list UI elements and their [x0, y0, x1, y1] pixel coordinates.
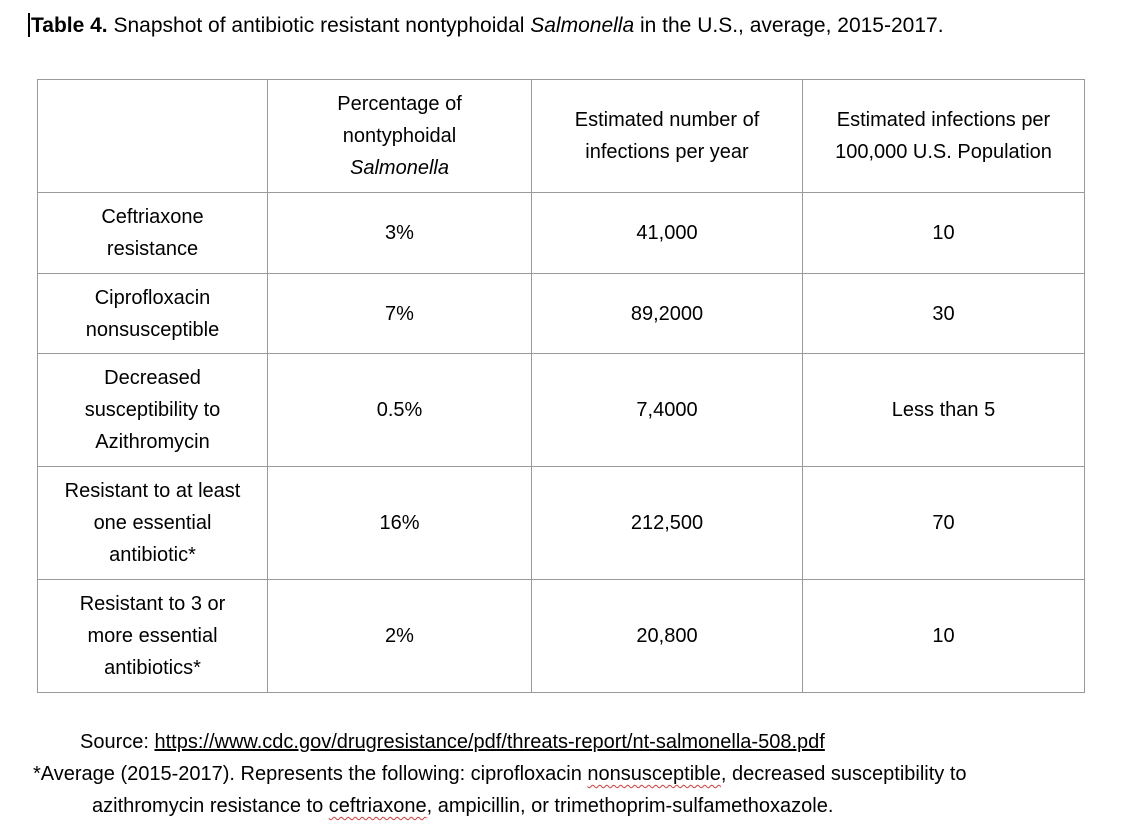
table-row	[38, 193, 1085, 274]
per-100k-cell: 10	[803, 580, 1085, 693]
row-label-text: susceptibility to	[84, 399, 221, 421]
row-label-text: one essential	[93, 512, 212, 534]
percentage-cell: 16%	[268, 467, 532, 580]
row-label-cell	[38, 467, 268, 580]
infections-per-year-cell: 41,000	[532, 193, 803, 274]
source-line	[80, 726, 825, 758]
row-label-text: Azithromycin	[95, 431, 210, 453]
source-label: Source:	[80, 731, 155, 753]
infections-per-year-cell: 7,4000	[532, 354, 803, 467]
header-text: infections per year	[585, 141, 749, 163]
row-label-text: nonsusceptible	[85, 318, 220, 341]
percentage-cell: 2%	[268, 580, 532, 693]
header-cell-percentage	[268, 80, 532, 193]
infections-per-year-cell: 20,800	[532, 580, 803, 693]
table-row	[38, 580, 1085, 693]
row-label-text: antibiotics*	[104, 657, 201, 679]
header-cell-empty	[38, 80, 268, 193]
footnote-text: , decreased susceptibility to	[720, 763, 967, 785]
source-link[interactable]: https://www.cdc.gov/drugresistance/pdf/threats-report/nt-salmonella-508.pdf	[154, 731, 825, 753]
infections-per-year-cell: 212,500	[532, 467, 803, 580]
row-label-cell	[38, 354, 268, 467]
caption-label: Table 4.	[31, 14, 108, 37]
percentage-cell: 0.5%	[268, 354, 532, 467]
footnote-text: azithromycin resistance to	[92, 795, 329, 817]
caption-text-after: in the U.S., average, 2015-2017.	[634, 14, 944, 37]
header-text: Salmonella	[350, 157, 449, 179]
row-label-text: antibiotic*	[109, 544, 196, 566]
row-label-text: Ciprofloxacin	[94, 286, 211, 309]
row-label-text: Resistant to at least	[64, 480, 241, 502]
spellcheck-word: nonsusceptible	[587, 763, 721, 785]
spellcheck-word: ceftriaxone	[328, 795, 427, 817]
data-table	[37, 79, 1085, 693]
infections-per-year-cell: 89,2000	[532, 274, 803, 354]
caption-italic: Salmonella	[530, 14, 635, 37]
per-100k-cell: 70	[803, 467, 1085, 580]
header-text: Percentage of	[337, 93, 462, 115]
row-label-cell	[38, 193, 268, 274]
table-row	[38, 467, 1085, 580]
header-text: 100,000 U.S. Population	[835, 141, 1052, 163]
row-label-cell	[38, 274, 268, 354]
text-cursor	[28, 13, 30, 37]
table-row	[38, 274, 1085, 354]
percentage-cell: 3%	[268, 193, 532, 274]
header-text: Estimated infections per	[836, 109, 1051, 131]
footnote-text: *Average (2015-2017). Represents the following: ciprofloxacin	[33, 763, 588, 785]
table-header-row	[38, 80, 1085, 193]
row-label-text: Decreased	[104, 367, 201, 389]
row-label-text: Resistant to 3 or	[79, 593, 226, 615]
percentage-cell: 7%	[268, 274, 532, 354]
header-text: Estimated number of	[574, 109, 760, 131]
row-label-text: resistance	[106, 238, 199, 260]
per-100k-cell: 10	[803, 193, 1085, 274]
table-caption	[28, 12, 944, 40]
row-label-text: Ceftriaxone	[101, 206, 204, 228]
table-row	[38, 354, 1085, 467]
footnote-line	[92, 790, 833, 822]
footnote-text: , ampicillin, or trimethoprim-sulfamethoxazole.	[426, 795, 834, 817]
per-100k-cell: Less than 5	[803, 354, 1085, 467]
per-100k-cell: 30	[803, 274, 1085, 354]
footnote-line	[33, 758, 967, 790]
row-label-text: more essential	[87, 625, 218, 647]
header-text: nontyphoidal	[342, 125, 457, 147]
header-cell-infections-per-year	[532, 80, 803, 193]
caption-text-before: Snapshot of antibiotic resistant nontyphoidal	[107, 14, 531, 37]
row-label-cell	[38, 580, 268, 693]
header-cell-per-100k	[803, 80, 1085, 193]
